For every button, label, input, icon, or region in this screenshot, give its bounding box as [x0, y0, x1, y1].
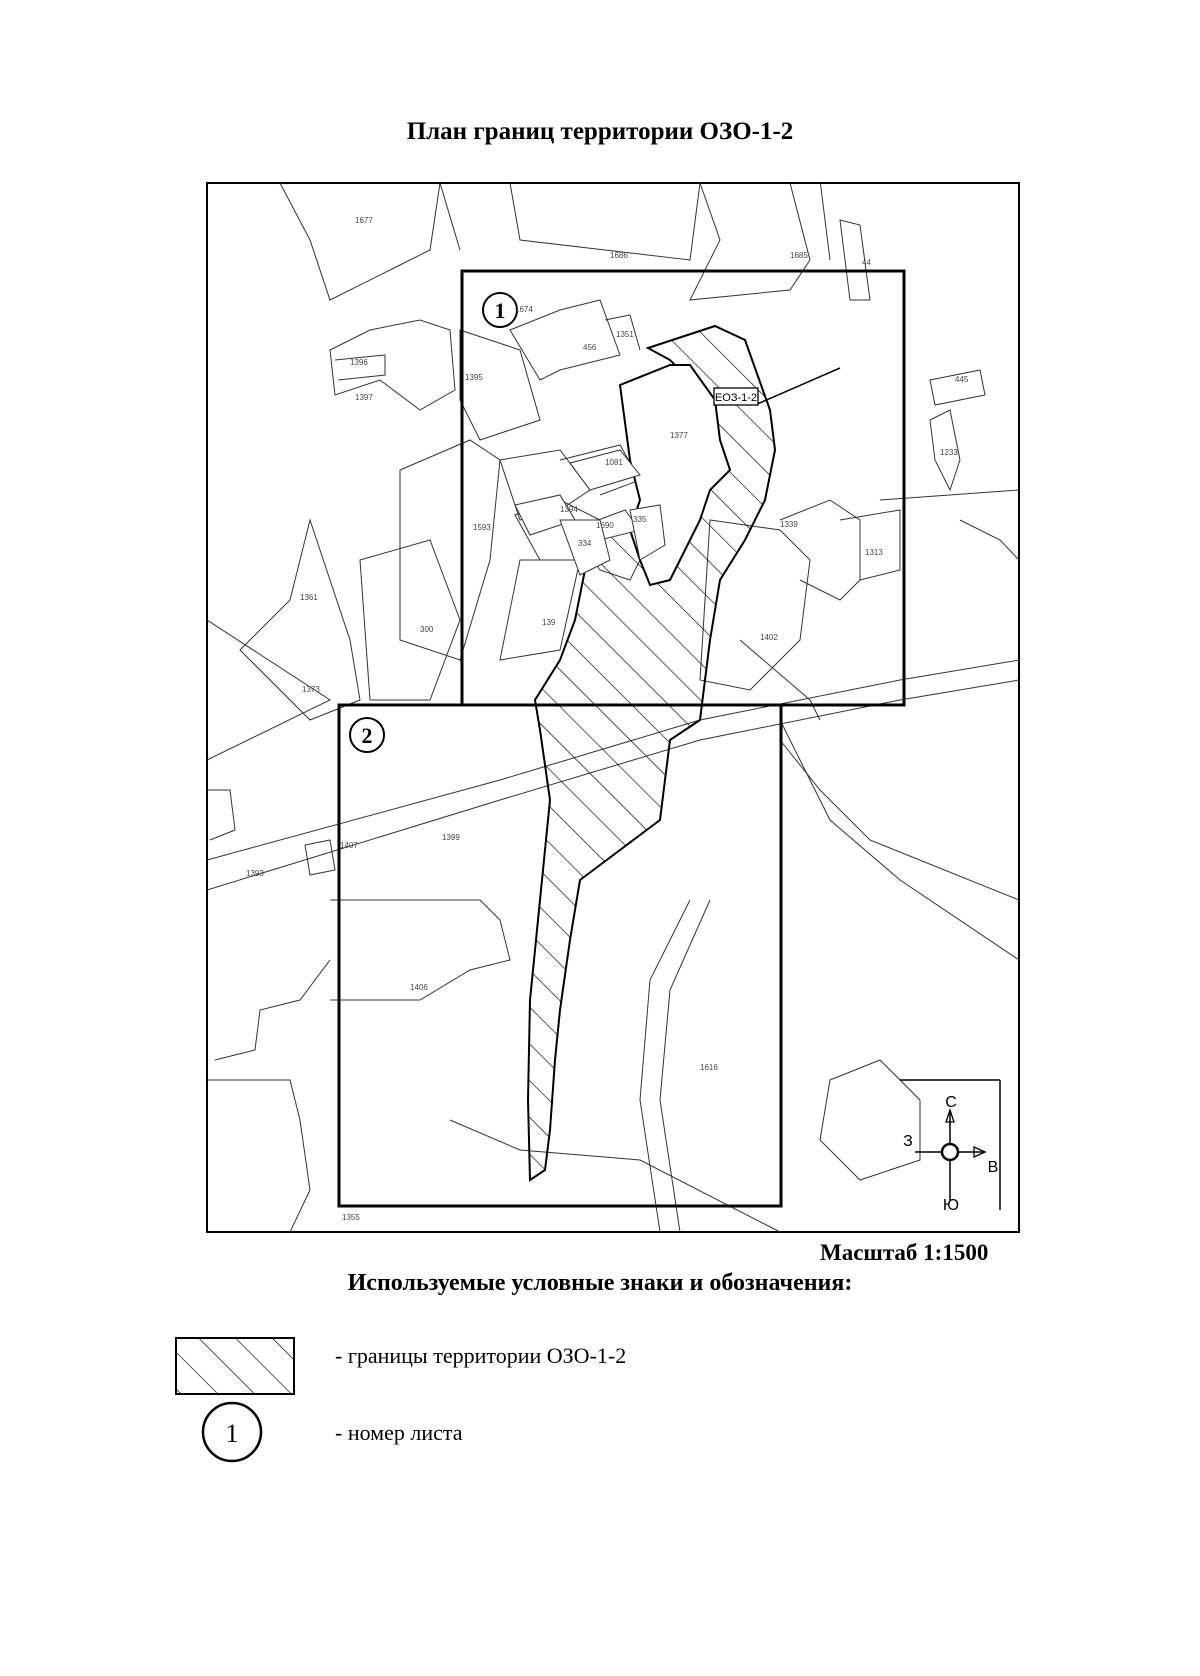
parcel-label: 300: [420, 625, 434, 634]
parcel-label: 334: [578, 539, 592, 548]
zone-leader-line: [755, 368, 840, 405]
legend-item-sheet-number: - номер листа: [335, 1420, 463, 1445]
parcel-label: 1407: [340, 841, 358, 850]
map-scale: Масштаб 1:1500: [820, 1240, 989, 1265]
compass-west-label: З: [903, 1133, 913, 1150]
sheet-marker-1: 1: [494, 298, 506, 323]
parcel-label: 335: [633, 515, 647, 524]
parcel-label: 1373: [302, 685, 320, 694]
parcel-label: 1677: [355, 216, 373, 225]
parcel-label: 1351: [616, 330, 634, 339]
parcel-label: 1233: [940, 448, 958, 457]
parcel-label: 1395: [465, 373, 483, 382]
parcel-label: 1081: [605, 458, 623, 467]
parcel-label: 445: [955, 375, 969, 384]
parcel-label: 1377: [670, 431, 688, 440]
parcel-label: 1397: [355, 393, 373, 402]
compass-rose: [900, 1080, 1000, 1214]
parcel-label: 1361: [300, 593, 318, 602]
parcel-label: 1674: [515, 305, 533, 314]
parcel-label: 44: [862, 258, 871, 267]
parcel-label: 1396: [350, 358, 368, 367]
parcel-label: 1355: [342, 1213, 360, 1222]
parcel-label: 1339: [780, 520, 798, 529]
legend-title: Используемые условные знаки и обозначения:: [347, 1270, 853, 1296]
legend-item-zone-boundary: - границы территории ОЗО-1-2: [335, 1343, 627, 1368]
parcel-label: 1394: [560, 505, 578, 514]
legend-sheet-number: 1: [225, 1419, 239, 1448]
zone-label: ЕОЗ-1-2: [714, 392, 758, 404]
parcel-label: 1402: [760, 633, 778, 642]
parcel-label: 1616: [700, 1063, 718, 1072]
parcel-label: 139: [542, 618, 556, 627]
parcel-label: 1690: [596, 521, 614, 530]
parcel-label: 1686: [610, 251, 628, 260]
parcel-label: 1593: [473, 523, 491, 532]
compass-north-label: С: [945, 1094, 957, 1111]
legend-hatch-symbol: [176, 1338, 294, 1394]
sheet-marker-2: 2: [361, 723, 373, 748]
parcel-label: 1393: [246, 869, 264, 878]
parcel-label: 456: [583, 343, 597, 352]
parcel-label: 1406: [410, 983, 428, 992]
compass-south-label: Ю: [942, 1197, 960, 1214]
compass-east-label: В: [987, 1159, 999, 1176]
parcel-label: 1313: [865, 548, 883, 557]
page-title: План границ территории ОЗО-1-2: [406, 118, 794, 145]
parcel-label: 1399: [442, 833, 460, 842]
parcel-label: 1685: [790, 251, 808, 260]
